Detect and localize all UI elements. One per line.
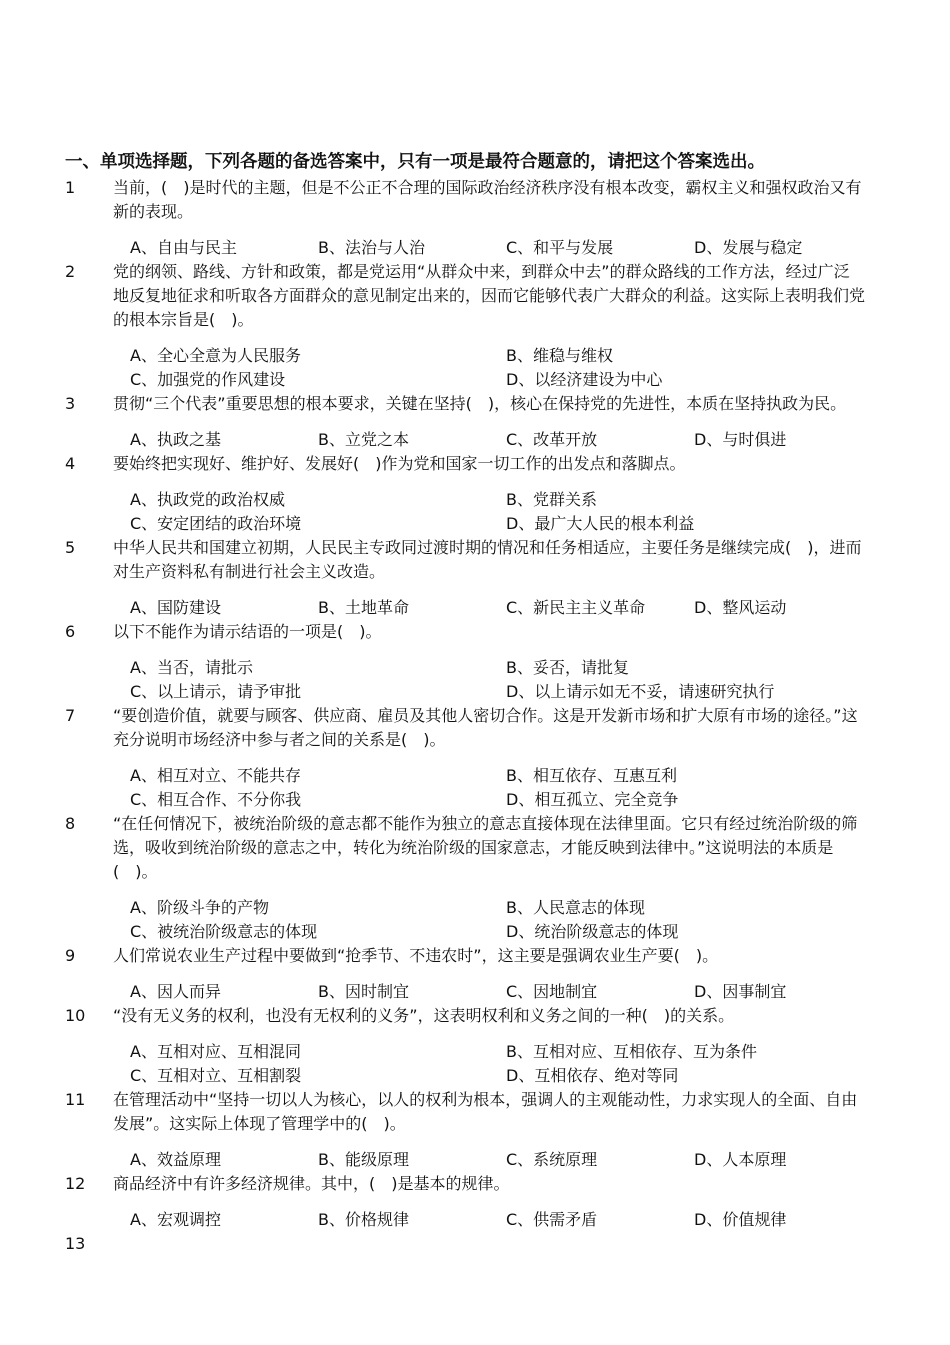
option: B、因时制宜 (318, 982, 409, 1001)
option: C、相互合作、不分你我 (130, 790, 302, 809)
question-text: 中华人民共和国建立初期，人民民主专政同过渡时期的情况和任务相适应，主要任务是继续完成( )，进而对生产资料私有制进行社会主义改造。 (113, 538, 862, 581)
option: C、安定团结的政治环境 (130, 514, 302, 533)
question-2 (0, 260, 950, 392)
question-7 (0, 704, 950, 812)
question-5 (0, 536, 950, 620)
question-6 (0, 620, 950, 704)
option: D、人本原理 (694, 1150, 787, 1169)
option: A、执政之基 (130, 430, 221, 449)
question-text: 以下不能作为请示结语的一项是( )。 (113, 622, 382, 641)
option: C、改革开放 (506, 430, 598, 449)
option: C、和平与发展 (506, 238, 614, 257)
question-11 (0, 1088, 950, 1172)
options (0, 1040, 950, 1088)
option: B、价格规律 (318, 1210, 409, 1229)
option: D、互相依存、绝对等同 (506, 1066, 679, 1085)
option: A、执政党的政治权威 (130, 490, 285, 509)
question-text: 党的纲领、路线、方针和政策，都是党运用“从群众中来，到群众中去”的群众路线的工作方法，经过广泛地反复地征求和听取各方面群众的意见制定出来的，因而它能够代表广大群众的利益。这实际上表明我们党的根本宗旨是( )。 (113, 262, 866, 329)
question-number: 4 (65, 454, 76, 473)
options (0, 236, 950, 260)
option: A、当否，请批示 (130, 658, 253, 677)
option: D、相互孤立、完全竞争 (506, 790, 679, 809)
question-number: 13 (65, 1234, 86, 1253)
option: C、系统原理 (506, 1150, 598, 1169)
options (0, 428, 950, 452)
option: A、相互对立、不能共存 (130, 766, 301, 785)
question-text: 贯彻“三个代表”重要思想的根本要求，关键在坚持( )，核心在保持党的先进性，本质在坚持执政为民。 (113, 394, 847, 413)
option: A、效益原理 (130, 1150, 221, 1169)
question-4 (0, 452, 950, 536)
option: A、互相对应、互相混同 (130, 1042, 301, 1061)
option: D、因事制宜 (694, 982, 787, 1001)
option-row (0, 596, 950, 620)
option: A、因人而异 (130, 982, 221, 1001)
option: D、整风运动 (694, 598, 787, 617)
question-1 (0, 176, 950, 260)
question-text: “在任何情况下，被统治阶级的意志都不能作为独立的意志直接体现在法律里面。它只有经过统治阶级的筛选，吸收到统治阶级的意志之中，转化为统治阶级的国家意志，才能反映到法律中。”这说明法的本质是( )。 (113, 814, 858, 881)
option-row (0, 1208, 950, 1232)
option: C、因地制宜 (506, 982, 598, 1001)
options (0, 656, 950, 704)
option: B、维稳与维权 (506, 346, 613, 365)
option: A、全心全意为人民服务 (130, 346, 301, 365)
option: A、阶级斗争的产物 (130, 898, 269, 917)
option: B、党群关系 (506, 490, 597, 509)
question-number: 10 (65, 1006, 86, 1025)
option: D、与时俱进 (694, 430, 787, 449)
section-heading: 一、单项选择题，下列各题的备选答案中，只有一项是最符合题意的，请把这个答案选出。 (65, 152, 765, 172)
option: B、互相对应、互相依存、互为条件 (506, 1042, 757, 1061)
option-row (0, 1040, 950, 1064)
question-text: 要始终把实现好、维护好、发展好( )作为党和国家一切工作的出发点和落脚点。 (113, 454, 686, 473)
option-row (0, 980, 950, 1004)
option: C、供需矛盾 (506, 1210, 598, 1229)
question-number: 12 (65, 1174, 86, 1193)
option-row (0, 788, 950, 812)
question-number: 11 (65, 1090, 86, 1109)
options (0, 896, 950, 944)
option: D、统治阶级意志的体现 (506, 922, 679, 941)
option: B、能级原理 (318, 1150, 409, 1169)
option-row (0, 344, 950, 368)
question-10 (0, 1004, 950, 1088)
question-text: 当前，( )是时代的主题，但是不公正不合理的国际政治经济秩序没有根本改变，霸权主义和强权政治又有新的表现。 (113, 178, 862, 221)
question-3 (0, 392, 950, 452)
option-row (0, 764, 950, 788)
option: B、土地革命 (318, 598, 409, 617)
options (0, 1148, 950, 1172)
options (0, 1208, 950, 1232)
question-number: 7 (65, 706, 76, 725)
option-row (0, 488, 950, 512)
question-12 (0, 1172, 950, 1232)
option: C、新民主主义革命 (506, 598, 646, 617)
option: B、相互依存、互惠互利 (506, 766, 677, 785)
option: B、妥否，请批复 (506, 658, 629, 677)
question-number: 8 (65, 814, 76, 833)
option-row (0, 920, 950, 944)
option: A、自由与民主 (130, 238, 237, 257)
options (0, 980, 950, 1004)
options (0, 344, 950, 392)
option-row (0, 896, 950, 920)
options (0, 488, 950, 536)
option: D、价值规律 (694, 1210, 787, 1229)
exam-page (0, 148, 950, 1253)
option: D、最广大人民的根本利益 (506, 514, 695, 533)
option: C、加强党的作风建设 (130, 370, 286, 389)
option-row (0, 656, 950, 680)
question-text: “没有无义务的权利，也没有无权利的义务”，这表明权利和义务之间的一种( )的关系。 (113, 1006, 735, 1025)
question-list (0, 176, 950, 1253)
option-row (0, 512, 950, 536)
option: C、以上请示，请予审批 (130, 682, 302, 701)
question-number: 2 (65, 262, 76, 281)
question-9 (0, 944, 950, 1004)
question-number: 1 (65, 178, 76, 197)
question-text: 人们常说农业生产过程中要做到“抢季节、不违农时”，这主要是强调农业生产要( )。 (113, 946, 719, 965)
option: B、立党之本 (318, 430, 409, 449)
option: D、发展与稳定 (694, 238, 803, 257)
option-row (0, 368, 950, 392)
option-row (0, 1064, 950, 1088)
option: C、互相对立、互相割裂 (130, 1066, 302, 1085)
option: C、被统治阶级意志的体现 (130, 922, 318, 941)
question-number: 6 (65, 622, 76, 641)
question-text: 在管理活动中“坚持一切以人为核心，以人的权利为根本，强调人的主观能动性，力求实现人的全面、自由发展”。这实际上体现了管理学中的( )。 (113, 1090, 858, 1133)
question-text: “要创造价值，就要与顾客、供应商、雇员及其他人密切合作。这是开发新市场和扩大原有市场的途径。”这充分说明市场经济中参与者之间的关系是( )。 (113, 706, 858, 749)
question-text: 商品经济中有许多经济规律。其中，( )是基本的规律。 (113, 1174, 510, 1193)
option: A、宏观调控 (130, 1210, 221, 1229)
question-number: 5 (65, 538, 76, 557)
option: D、以上请示如无不妥，请速研究执行 (506, 682, 775, 701)
options (0, 596, 950, 620)
option-row (0, 236, 950, 260)
option: D、以经济建设为中心 (506, 370, 663, 389)
question-8 (0, 812, 950, 944)
option-row (0, 680, 950, 704)
option-row (0, 1148, 950, 1172)
option-row (0, 428, 950, 452)
options (0, 764, 950, 812)
option: A、国防建设 (130, 598, 221, 617)
question-number: 9 (65, 946, 76, 965)
question-number: 3 (65, 394, 76, 413)
option: B、法治与人治 (318, 238, 425, 257)
option: B、人民意志的体现 (506, 898, 645, 917)
